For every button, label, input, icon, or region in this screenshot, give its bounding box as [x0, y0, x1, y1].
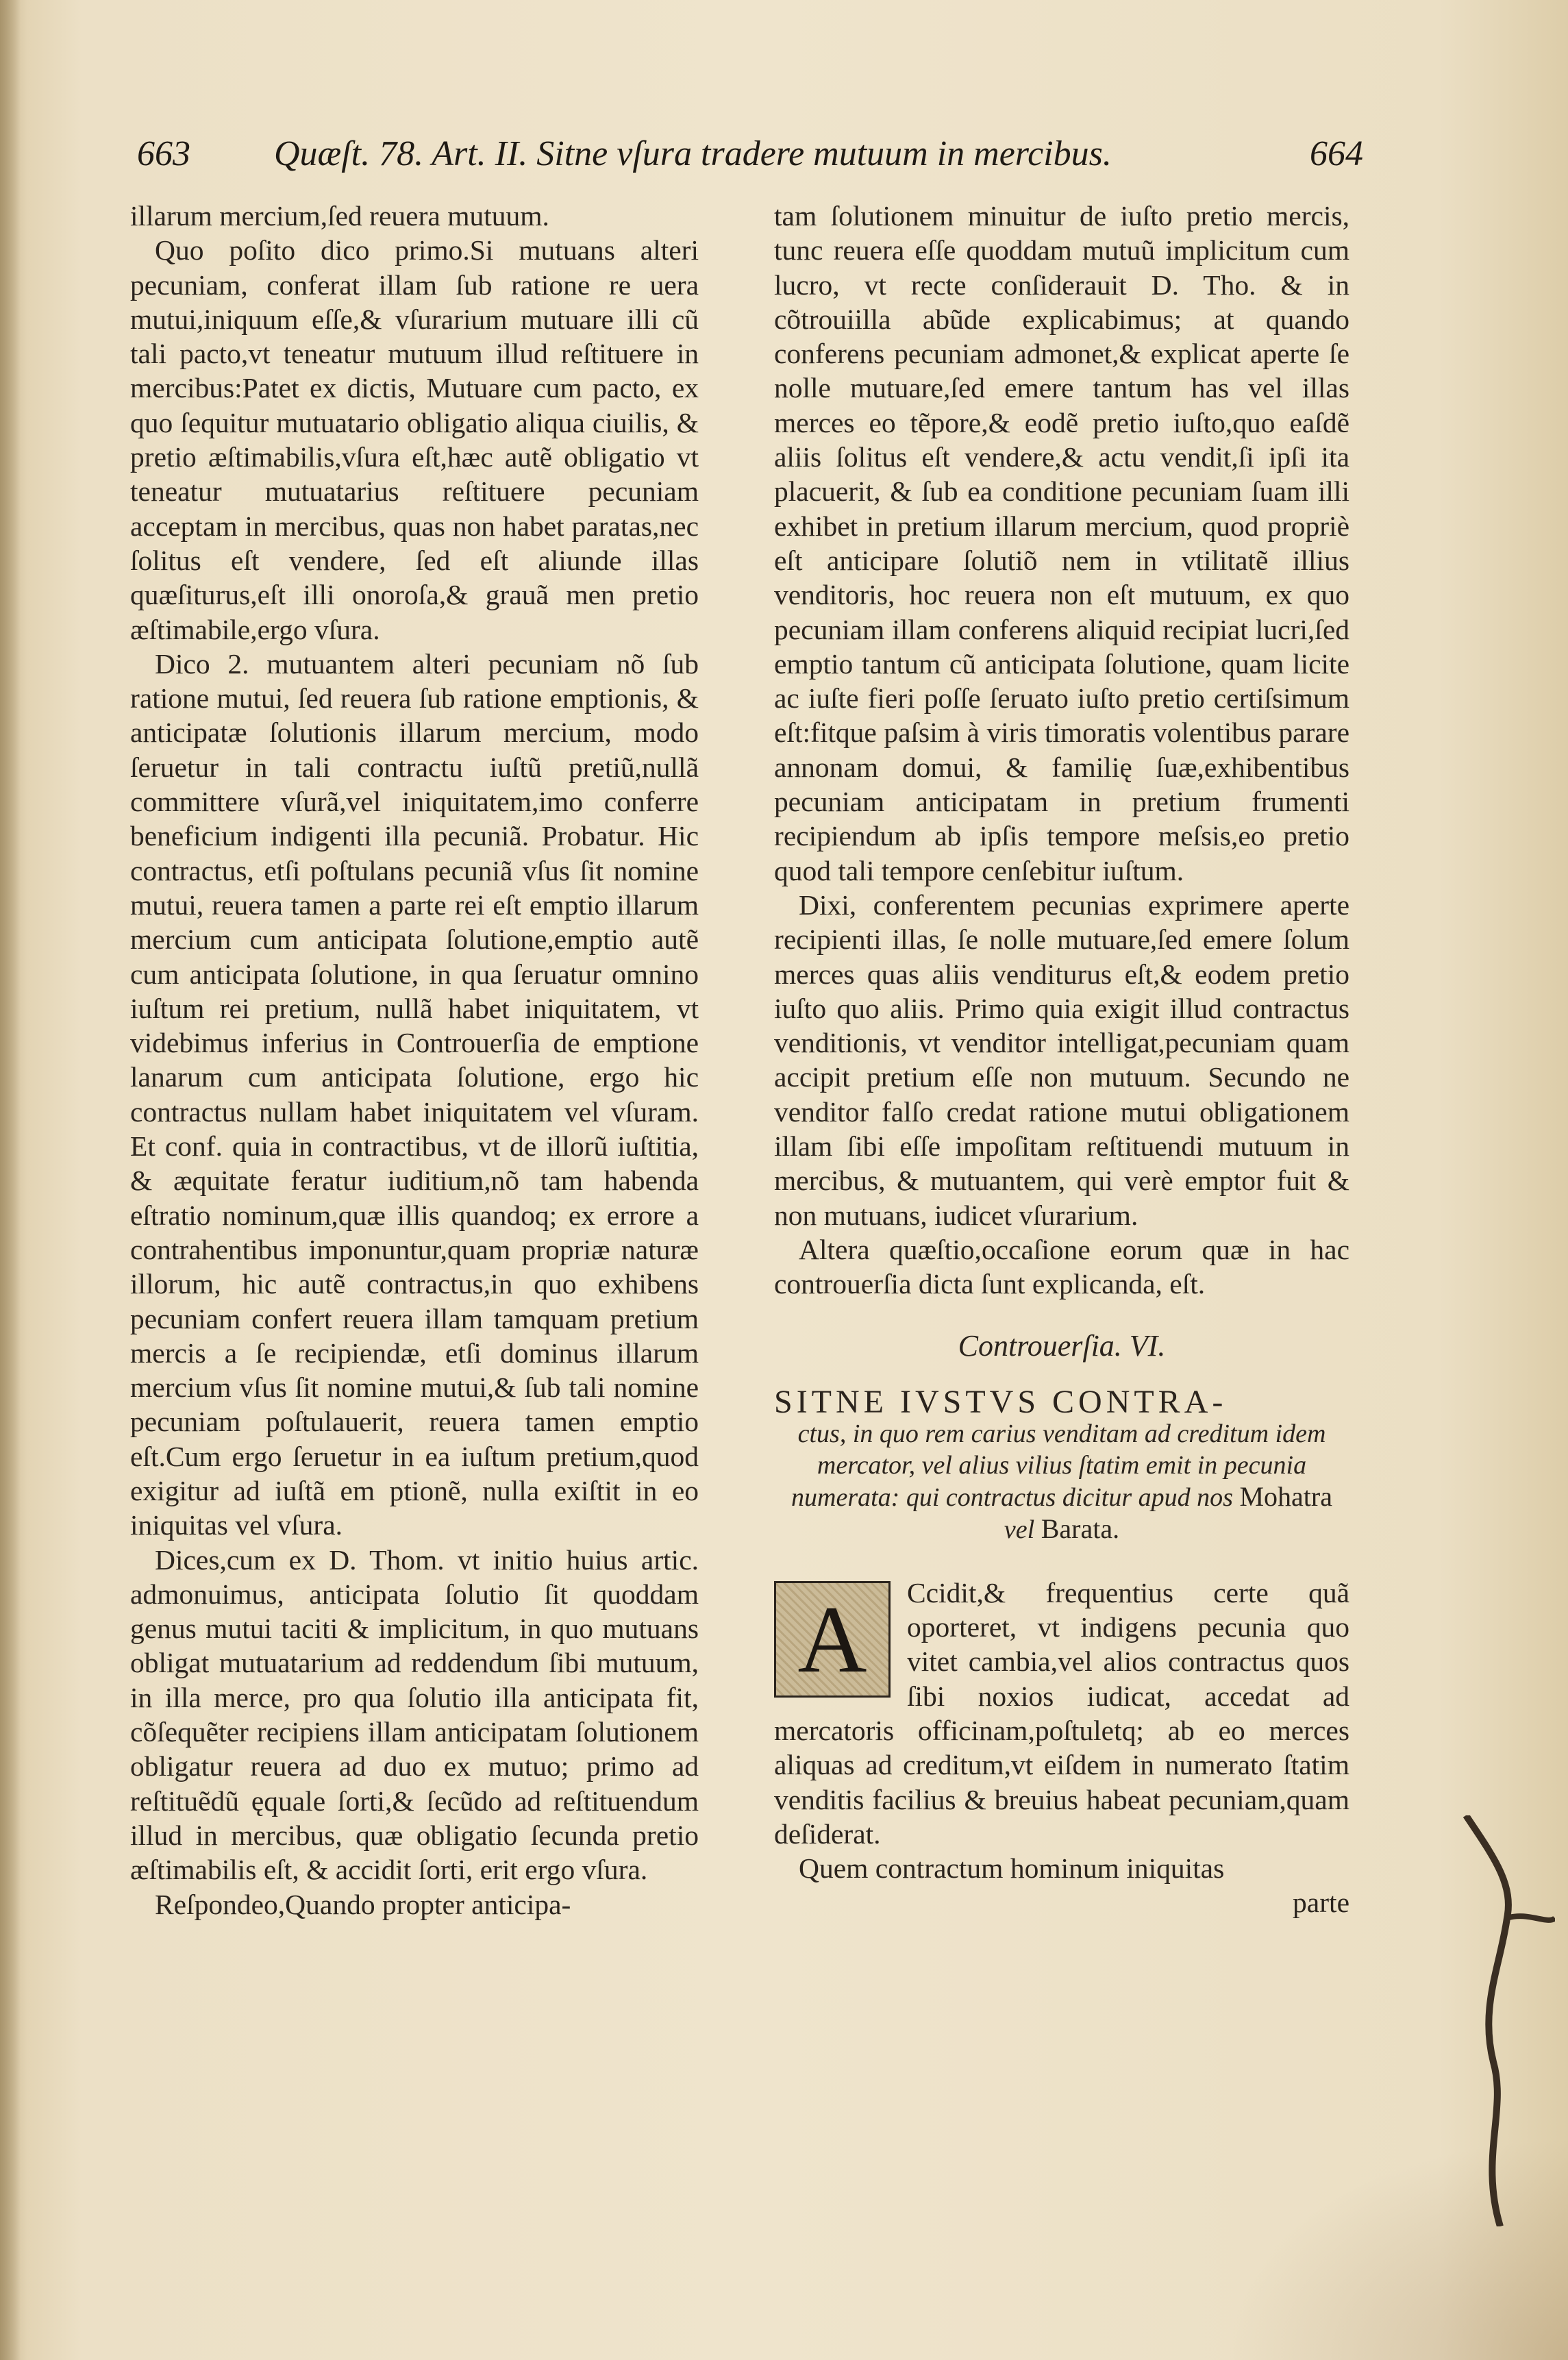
- catchword: parte: [1293, 1887, 1349, 1919]
- decorated-initial-icon: [774, 1581, 891, 1698]
- paragraph: Altera quæſtio,occaſione eorum quæ in hac controuerſia dicta ſunt explicanda, eſt.: [774, 1233, 1349, 1300]
- page-number-right: 664: [1310, 134, 1363, 173]
- paragraph: Ccidit,& frequentius certe quã oporteret, vt indigens pecunia quo vitet cambia,vel alios contractus quos ſibi noxios iudicat, accedat ad mercatoris officinam,poſtuletq; ab eo merces aliquas ad creditum,vt eiſdem in numerato ſtatim venditis facilius & breuius habeat pecuniam,quam deſiderat.: [774, 1576, 1349, 1850]
- controversy-heading: Controuerſia. VI.: [958, 1328, 1166, 1363]
- running-header: [137, 134, 1363, 188]
- paragraph: tam ſolutionem minuitur de iuſto pretio mercis, tunc reuera eſſe quoddam mutuũ implicitum cum lucro, vt recte conſiderauit D. Tho. & in cõtrouiilla abũde explicabimus; at quando conferens pecuniam admonet,& explicat aperte ſe nolle mutuare,ſed emere tantum has vel illas merces eo tẽpore,& eodẽ pretio iuſto,quo eaſdẽ aliis ſolitus eſt vendere,& actu vendit,ſi ipſi ita placuerit, & ſub ea conditione pecuniam ſuam illi exhibet in pretium illarum mercium, quod propriè eſt anticipare ſolutiõ nem in vtilitatẽ illius venditoris, hoc reuera non eſt mutuum, ex quo pecuniam illam conferens aliquid recipiat lucri,ſed emptio tantum cũ anticipata ſolutione, quam licite ac iuſte fieri poſſe ſeruato iuſto pretio certiſsimum eſt:fitque paſsim à viris timoratis volentibus parare annonam domui, & familię ſuæ,exhibentibus pecuniam anticipatam in pretium frumenti recipiendum ab ipſis tempore meſsis,eo pretio quod tali tempore cenſebitur iuſtum.: [774, 200, 1349, 886]
- paragraph: Quo poſito dico primo.Si mutuans alteri pecuniam, conferat illam ſub ratione re uera mutui,iniquum eſſe,& vſurarium mutuare illi cũ tali pacto,vt teneatur mutuum illud reſtituere in mercibus:Patet ex dictis, Mutuare cum pacto, ex quo ſequitur mutuatario obligatio aliqua ciuilis, & pretio æſtimabilis,vſura eſt,hæc autẽ obligatio vt teneatur mutuatarius reſtituere pecuniam acceptam in mercibus, quas non habet paratas,nec ſolitus eſt vendere, ſed eſt aliunde illas quæſiturus,eſt illi onoroſa,& grauã men pretio æſtimabile,ergo vſura.: [130, 234, 699, 645]
- paragraph: illarum mercium,ſed reuera mutuum.: [130, 200, 549, 232]
- paragraph: Dixi, conferentem pecunias exprimere aperte recipienti illas, ſe nolle mutuare,ſed emere ſolum merces quas aliis venditurus eſt,& eodem pretio iuſto quo aliis. Primo quia exigit illud contractus venditionis, vt venditor intelligat,pecuniam quam accipit pretium eſſe non mutuum. Secundo ne venditor falſo credat ratione mutui obligationem illam ſibi eſſe impoſitam reſtituendi mutuum in mercibus, & mutuantem, qui verè emptor fuit & non mutuans, iudicet vſurarium.: [774, 889, 1349, 1231]
- paragraph: Quem contractum hominum iniquitas: [799, 1852, 1225, 1885]
- section-title-italic: [774, 1418, 1349, 1545]
- page-tab-curl-icon: [1452, 1815, 1555, 2226]
- paragraph: Dico 2. mutuantem alteri pecuniam nõ ſub ratione mutui, ſed reuera ſub ratione emptionis, & anticipatæ ſolutionis illarum mercium, modo ſeruetur in tali contractu iuſtũ pretiũ,nullã committere vſurã,vel iniquitatem,imo conferre beneficium indigenti illa pecuniã. Probatur. Hic contractus, etſi poſtulans pecuniã vſus ſit nomine mutui, reuera tamen a parte rei eſt emptio illarum mercium cum anticipata ſolutione,emptio autẽ cum anticipata ſolutione, in qua ſeruatur omnino iuſtum rei pretium, nullã habet iniquitatem, vt videbimus inferius in Controuerſia de emptione lanarum cum anticipata ſolutione, ergo hic contractus nullam habet iniquitatem vel vſuram. Et conf. quia in contractibus, vt de illorũ iuſtitia, & æquitate feratur iuditium,nõ tam habenda eſtratio nominum,quæ illis quandoq; ex errore a contrahentibus imponuntur,quam propriæ naturæ illorum, hic autẽ contractus,in quo exhibens pecuniam confert reuera illam tamquam pretium mercis a ſe recipiendæ, etſi dominus illarum mercium vſus ſit nomine mutui,& ſub tali nomine pecuniam poſtulauerit, reuera tamen emptio eſt.Cum ergo ſeruetur in ea iuſtum pretium,quod exigitur ad iuſtã em ptionẽ, nulla exiſtit in eo iniquitas vel vſura.: [130, 647, 699, 1541]
- section-title-mohatra: Mohatra: [1239, 1480, 1332, 1512]
- page-number-left: 663: [137, 134, 190, 173]
- section-title: [774, 1383, 1349, 1545]
- paragraph: Dices,cum ex D. Thom. vt initio huius artic. admonuimus, anticipata ſolutio ſit quoddam genus mutui taciti & implicitum, in quo mutuans obligat mutuatarium ad reddendum ſibi mutuum, in illa merce, pro qua ſolutio illa anticipata fit, cõſequẽter recipiens illam anticipatam ſolutionem obligatur reuera ad duo ex mutuo; primo ad reſtituẽdũ ęquale ſorti,& ſecũdo ad reſtituendum illud in mercibus, quæ obligatio ſecunda pretio æſtimabilis eſt, & accidit ſorti, erit ergo vſura.: [130, 1543, 699, 1886]
- paragraph: Reſpondeo,Quando propter anticipa-: [155, 1888, 571, 1920]
- left-column: [130, 199, 699, 1922]
- section-title-vel: vel: [1004, 1515, 1035, 1544]
- page-gutter-shadow: [0, 0, 21, 2360]
- right-column: [774, 199, 1349, 1920]
- closing-section: [774, 1576, 1349, 1920]
- section-title-italic-text: ctus, in quo rem carius venditam ad creditum idem mercator, vel alius vilius ſtatim emit in pecunia numerata: qui contractus dicitur apud nos: [791, 1419, 1326, 1512]
- initial-letter: A: [797, 1586, 867, 1693]
- section-title-barata: Barata.: [1041, 1513, 1120, 1544]
- section-title-caps: SITNE IVSTVS CONTRA-: [774, 1383, 1228, 1420]
- running-title: Quæſt. 78. Art. II. Sitne vſura tradere mutuum in mercibus.: [274, 134, 1112, 173]
